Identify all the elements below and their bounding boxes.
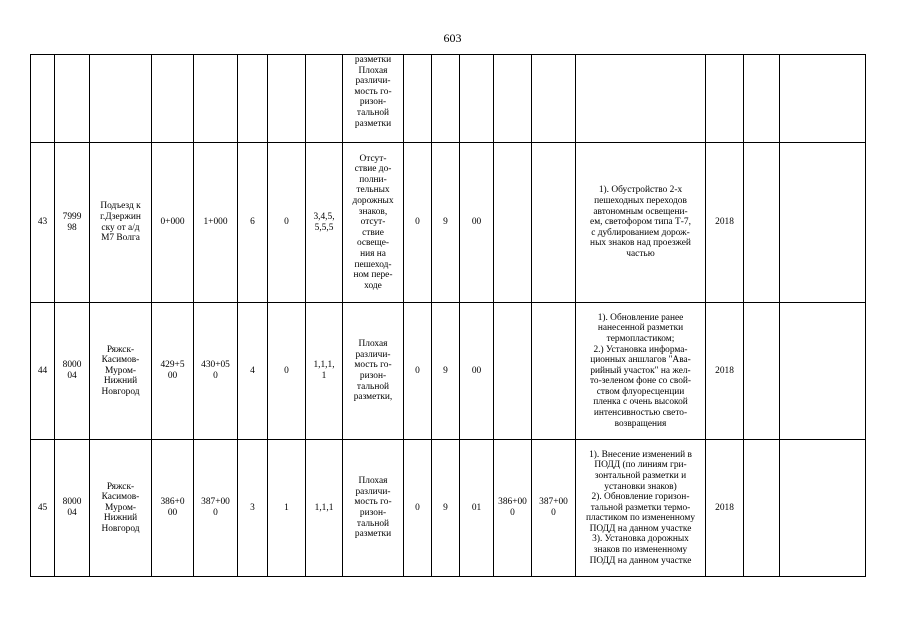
cell-c7 (268, 55, 306, 143)
cell-c14 (532, 143, 576, 303)
cell-start: 386+0 00 (152, 440, 194, 577)
cell-measures: 1). Внесение изменений в ПОДД (по линиям гри- зонтальной разметки и установки знаков) 2). Обновление горизон- тальной разметки термо- пластиком по измененному ПОДД на данном участке 3). Установка дорожных знаков по измененному ПОДД на данном участке (576, 440, 706, 577)
cell-c8: 3,4,5, 5,5,5 (306, 143, 343, 303)
cell-c7: 0 (268, 303, 306, 440)
cell-c8: 1,1,1, 1 (306, 303, 343, 440)
cell-year (706, 55, 744, 143)
cell-c10: 0 (404, 303, 432, 440)
cell-c7: 1 (268, 440, 306, 577)
cell-c7: 0 (268, 143, 306, 303)
cell-c12: 00 (460, 303, 494, 440)
cell-end: 1+000 (194, 143, 238, 303)
cell-end: 387+00 0 (194, 440, 238, 577)
table-row (31, 143, 866, 303)
cell-problem: Плохая различи- мость го- ризон- тальной разметки, (343, 303, 404, 440)
cell-end: 430+05 0 (194, 303, 238, 440)
cell-code (55, 55, 90, 143)
cell-start: 429+5 00 (152, 303, 194, 440)
cell-c12: 00 (460, 143, 494, 303)
cell-c13: 386+00 0 (494, 440, 532, 577)
table-row (31, 55, 866, 143)
cell-c17 (744, 55, 780, 143)
cell-measures: 1). Обустройство 2-х пешеходных переходов автономным освещени- ем, светофором типа Т-7, с дублированием дорож- ных знаков над проезжей частью (576, 143, 706, 303)
cell-c6: 6 (238, 143, 268, 303)
cell-c10 (404, 55, 432, 143)
table-row (31, 303, 866, 440)
cell-road: Ряжск- Касимов- Муром- Нижний Новгород (90, 303, 152, 440)
cell-road: Ряжск- Касимов- Муром- Нижний Новгород (90, 440, 152, 577)
cell-num: 45 (31, 440, 55, 577)
cell-c14 (532, 55, 576, 143)
cell-problem: Отсут- ствие до- полни- тельных дорожных знаков, отсут- ствие освеще- ния на пешеход- ном пере- ходе (343, 143, 404, 303)
cell-c6 (238, 55, 268, 143)
cell-c13 (494, 55, 532, 143)
cell-road: Подъезд к г.Дзержин ску от а/д М7 Волга (90, 143, 152, 303)
cell-c10: 0 (404, 440, 432, 577)
cell-c11 (432, 55, 460, 143)
road-measures-table (30, 54, 866, 577)
cell-c13 (494, 303, 532, 440)
cell-end (194, 55, 238, 143)
cell-year: 2018 (706, 143, 744, 303)
cell-road (90, 55, 152, 143)
cell-c14: 387+00 0 (532, 440, 576, 577)
cell-start (152, 55, 194, 143)
cell-c17 (744, 303, 780, 440)
cell-measures: 1). Обновление ранее нанесенной разметки термопластиком; 2.) Установка информа- ционных аншлагов "Ава- рийный участок" на жел- то-зеленом фоне со свой- ством флуоресценции пленка с очень высокой интенсивностью свето- возвращения (576, 303, 706, 440)
table-row (31, 440, 866, 577)
cell-c14 (532, 303, 576, 440)
cell-c17 (744, 440, 780, 577)
cell-problem: разметки Плохая различи- мость го- ризон- тальной разметки (343, 55, 404, 143)
cell-start: 0+000 (152, 143, 194, 303)
cell-c12: 01 (460, 440, 494, 577)
cell-problem: Плохая различи- мость го- ризон- тальной разметки (343, 440, 404, 577)
cell-c11: 9 (432, 440, 460, 577)
cell-num: 44 (31, 303, 55, 440)
cell-c18 (780, 143, 866, 303)
cell-c8: 1,1,1 (306, 440, 343, 577)
cell-c6: 4 (238, 303, 268, 440)
cell-year: 2018 (706, 303, 744, 440)
cell-code: 7999 98 (55, 143, 90, 303)
cell-c18 (780, 303, 866, 440)
cell-c18 (780, 55, 866, 143)
cell-c18 (780, 440, 866, 577)
cell-c17 (744, 143, 780, 303)
cell-c6: 3 (238, 440, 268, 577)
cell-c13 (494, 143, 532, 303)
cell-num (31, 55, 55, 143)
table-body (31, 55, 866, 577)
cell-measures (576, 55, 706, 143)
page-number: 603 (443, 31, 462, 45)
cell-code: 8000 04 (55, 303, 90, 440)
cell-c11: 9 (432, 143, 460, 303)
cell-c11: 9 (432, 303, 460, 440)
cell-c8 (306, 55, 343, 143)
cell-year: 2018 (706, 440, 744, 577)
cell-c12 (460, 55, 494, 143)
cell-c10: 0 (404, 143, 432, 303)
cell-num: 43 (31, 143, 55, 303)
cell-code: 8000 04 (55, 440, 90, 577)
